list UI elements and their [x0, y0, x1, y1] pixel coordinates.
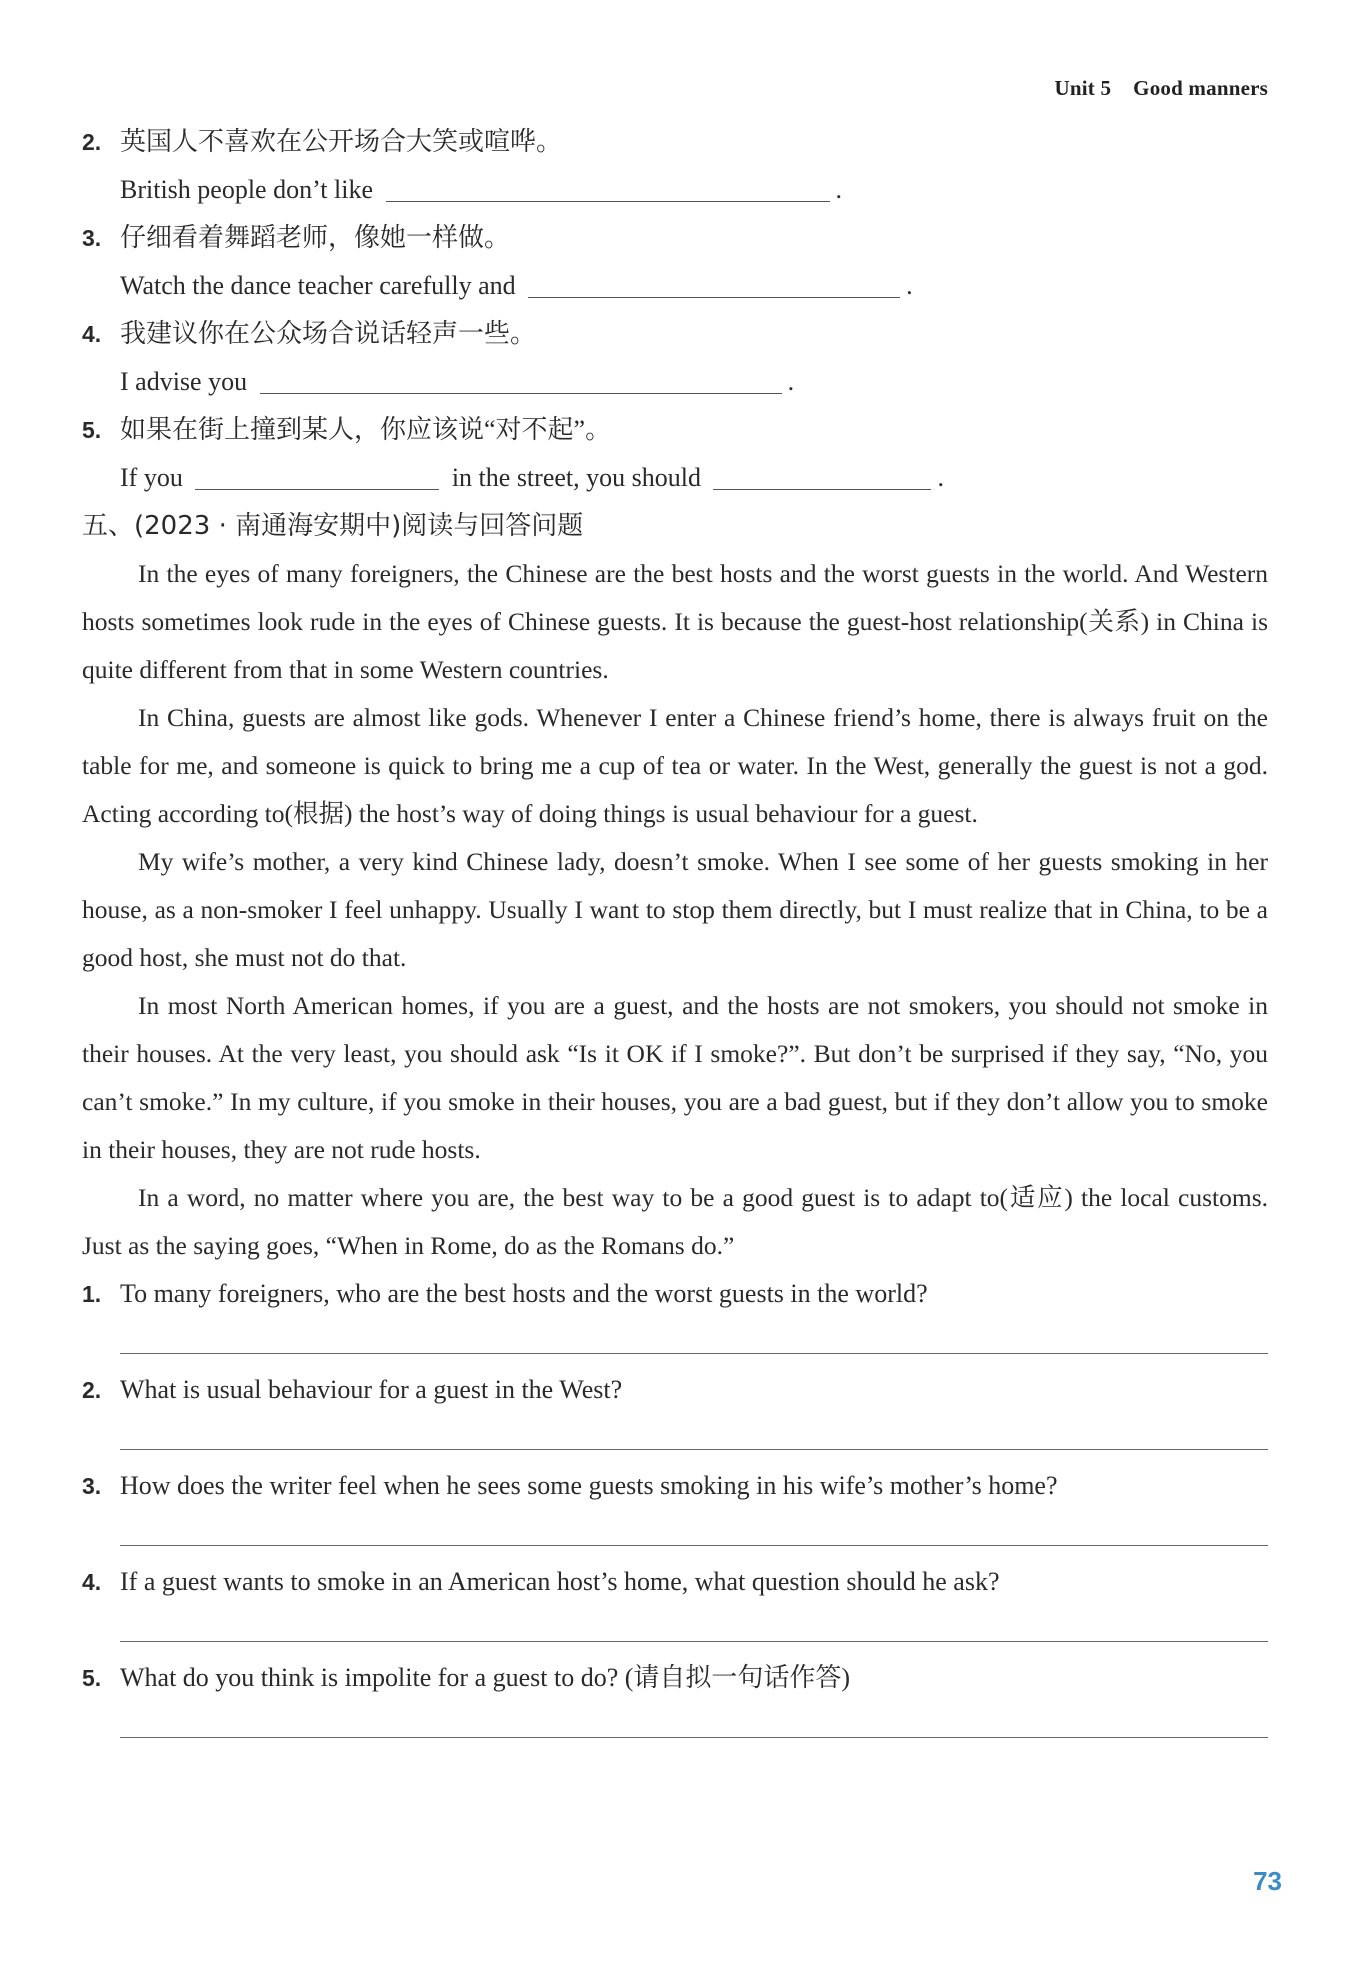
reading-paragraph-5: In a word, no matter where you are, the best way to be a good guest is to adapt to(适应) the local customs. Just as the saying goes, “When in Rome, do as the Romans do.” — [82, 1183, 1268, 1260]
question-number: 1. — [82, 1281, 102, 1307]
answer-blank[interactable] — [195, 459, 439, 490]
chinese-sentence: 仔细看着舞蹈老师，像她一样做。 — [120, 223, 511, 252]
page-content — [82, 118, 1268, 1750]
answer-blank[interactable] — [528, 267, 900, 298]
question-number: 4. — [82, 1569, 102, 1595]
item-number: 5. — [82, 417, 102, 443]
english-prompt: Watch the dance teacher carefully and — [120, 271, 516, 300]
translation-item-5-chinese — [82, 406, 1268, 454]
question-text: To many foreigners, who are the best hosts and the worst guests in the world? — [120, 1279, 928, 1308]
question-1 — [82, 1270, 1268, 1318]
answer-line-3[interactable] — [82, 1510, 1268, 1558]
answer-line-2[interactable] — [82, 1414, 1268, 1462]
punctuation: . — [937, 463, 944, 492]
question-text: What is usual behaviour for a guest in the West? — [120, 1375, 623, 1404]
question-5 — [82, 1654, 1268, 1702]
question-text: How does the writer feel when he sees some guests smoking in his wife’s mother’s home? — [120, 1471, 1058, 1500]
question-text: What do you think is impolite for a guest to do? (请自拟一句话作答) — [120, 1663, 851, 1692]
translation-item-4-chinese — [82, 310, 1268, 358]
answer-line-1[interactable] — [82, 1318, 1268, 1366]
answer-line-5[interactable] — [82, 1702, 1268, 1750]
answer-blank[interactable] — [386, 171, 830, 202]
question-text: If a guest wants to smoke in an American host’s home, what question should he ask? — [120, 1567, 1000, 1596]
page-number: 73 — [1253, 1866, 1282, 1896]
translation-item-2-chinese — [82, 118, 1268, 166]
item-number: 4. — [82, 321, 102, 347]
unit-label: Unit 5 — [1054, 76, 1112, 100]
english-prompt: in the street, you should — [451, 463, 701, 492]
running-head — [1055, 76, 1268, 101]
question-4 — [82, 1558, 1268, 1606]
unit-title: Good manners — [1133, 76, 1268, 100]
question-2 — [82, 1366, 1268, 1414]
answer-line-4[interactable] — [82, 1606, 1268, 1654]
item-number: 3. — [82, 225, 102, 251]
english-prompt: I advise you — [120, 367, 248, 396]
reading-paragraph-4: In most North American homes, if you are a guest, and the hosts are not smokers, you should not smoke in their houses. At the very least, you should ask “Is it OK if I smoke?”. But don’t be surprised if they say, “No, you can’t smoke.” In my culture, if you smoke in their houses, you are a bad guest, but if they don’t allow you to smoke in their houses, they are not rude hosts. — [82, 991, 1268, 1164]
reading-paragraph-3: My wife’s mother, a very kind Chinese lady, doesn’t smoke. When I see some of her guests smoking in her house, as a non-smoker I feel unhappy. Usually I want to stop them directly, but I must realize that in China, to be a good host, she must not do that. — [82, 847, 1268, 972]
chinese-sentence: 如果在街上撞到某人，你应该说“对不起”。 — [120, 415, 612, 444]
item-number: 2. — [82, 129, 102, 155]
translation-item-3-english — [82, 262, 1268, 310]
question-number: 3. — [82, 1473, 102, 1499]
translation-item-4-english — [82, 358, 1268, 406]
answer-blank[interactable] — [260, 363, 782, 394]
punctuation: . — [787, 367, 795, 396]
question-number: 5. — [82, 1665, 102, 1691]
punctuation: . — [835, 175, 842, 204]
translation-item-5-english — [82, 454, 1268, 502]
answer-blank[interactable] — [713, 459, 931, 490]
chinese-sentence: 我建议你在公众场合说话轻声一些。 — [120, 319, 537, 348]
reading-paragraph-1: In the eyes of many foreigners, the Chinese are the best hosts and the worst guests in the world. And Western hosts sometimes look rude in the eyes of Chinese guests. It is because the guest-host relationship(关系) in China is quite different from that in some Western countries. — [82, 559, 1268, 684]
reading-paragraph-2: In China, guests are almost like gods. Whenever I enter a Chinese friend’s home, there is always fruit on the table for me, and someone is quick to bring me a cup of tea or water. In the West, generally the guest is not a god. Acting according to(根据) the host’s way of doing things is usual behaviour for a guest. — [82, 703, 1268, 828]
translation-item-3-chinese — [82, 214, 1268, 262]
translation-item-2-english — [82, 166, 1268, 214]
chinese-sentence: 英国人不喜欢在公开场合大笑或喧哗。 — [120, 127, 563, 156]
section-heading: 五、(2023 · 南通海安期中)阅读与回答问题 — [82, 511, 584, 541]
english-prompt: If you — [120, 463, 183, 492]
question-number: 2. — [82, 1377, 102, 1403]
english-prompt: British people don’t like — [120, 175, 373, 204]
question-3 — [82, 1462, 1268, 1510]
punctuation: . — [906, 271, 913, 300]
